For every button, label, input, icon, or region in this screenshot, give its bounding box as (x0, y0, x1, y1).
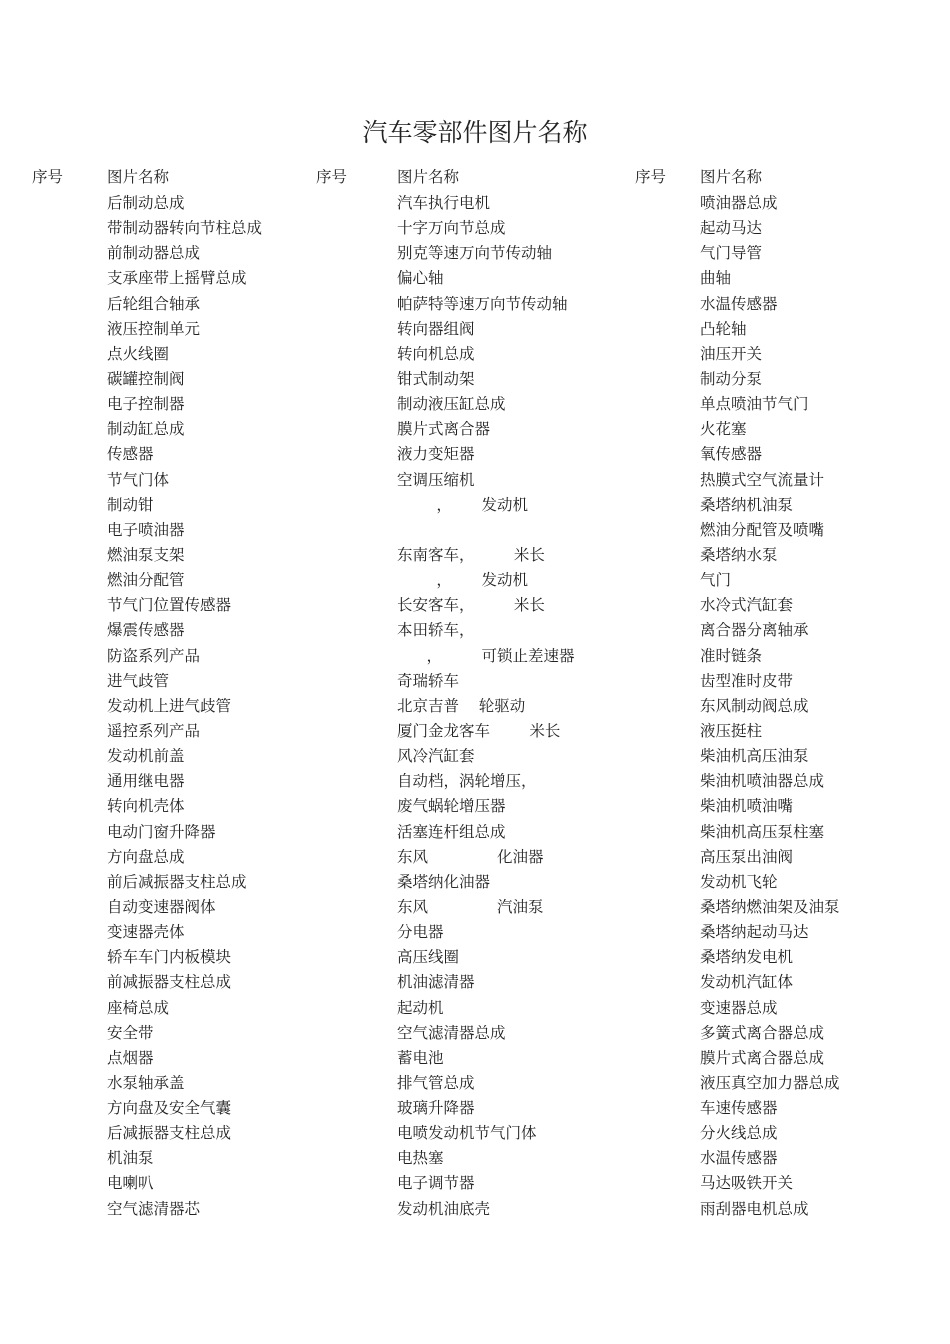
part-name: 活塞连杆组总成 (397, 822, 506, 841)
part-name: 油压开关 (700, 344, 763, 363)
part-name: 电动门窗升降器 (107, 822, 216, 841)
part-name: 水泵轴承盖 (107, 1073, 185, 1092)
part-name: 爆震传感器 (107, 621, 185, 640)
part-name: 氧传感器 (700, 445, 763, 464)
header-name-1: 图片名称 (107, 168, 170, 186)
part-name: ， 发动机 (397, 495, 528, 514)
part-name: 空调压缩机 (397, 470, 475, 489)
part-name: 制动缸总成 (107, 420, 185, 439)
part-name: 方向盘及安全气囊 (107, 1099, 232, 1118)
part-name: 高压线圈 (397, 948, 460, 967)
part-name: 点火线圈 (107, 344, 170, 363)
part-name: 遥控系列产品 (107, 721, 201, 740)
part-name: 风冷汽缸套 (397, 747, 475, 766)
part-name: 水温传感器 (700, 294, 778, 313)
part-name: 带制动器转向节柱总成 (107, 219, 263, 238)
part-name: 液压控制单元 (107, 319, 201, 338)
part-name: 气门导管 (700, 244, 763, 263)
part-name: 电热塞 (397, 1149, 444, 1168)
part-name: 桑塔纳机油泵 (700, 495, 794, 514)
part-name: 长安客车， 米长 (397, 596, 545, 615)
part-name: 排气管总成 (397, 1073, 475, 1092)
part-name: 轿车车门内板模块 (107, 948, 232, 967)
page-title: 汽车零部件图片名称 (362, 118, 588, 147)
part-name: 北京吉普 轮驱动 (397, 696, 526, 715)
part-name: 发动机前盖 (107, 747, 185, 766)
part-name: 准时链条 (700, 646, 763, 665)
part-name: 制动钳 (107, 495, 154, 514)
header-number-1: 序号 (32, 168, 64, 186)
part-name: 桑塔纳水泵 (700, 545, 778, 564)
part-name: 气门 (700, 571, 732, 590)
part-name: 电喇叭 (107, 1174, 154, 1193)
part-list-column-1 (107, 191, 262, 1222)
part-name: 东南客车， 米长 (397, 545, 545, 564)
part-name: 火花塞 (700, 420, 747, 439)
part-name: ， 可锁止差速器 (397, 646, 575, 665)
part-name: 后制动总成 (107, 194, 185, 212)
part-list-column-3 (700, 191, 840, 1222)
part-name: 节气门位置传感器 (107, 596, 232, 615)
part-name: 厦门金龙客车 米长 (397, 721, 561, 740)
part-name: 喷油器总成 (700, 194, 778, 212)
part-name: 空气滤清器芯 (107, 1199, 201, 1218)
part-name: 电子调节器 (397, 1174, 475, 1193)
part-name: 桑塔纳化油器 (397, 872, 491, 891)
part-name: 前减振器支柱总成 (107, 973, 232, 992)
part-name: 多簧式离合器总成 (700, 1023, 825, 1042)
part-name: 别克等速万向节传动轴 (397, 244, 553, 263)
part-name: 废气蜗轮增压器 (397, 797, 506, 816)
part-name: 奇瑞轿车 (397, 671, 460, 690)
part-name: 转向机总成 (397, 344, 475, 363)
part-name: 发动机油底壳 (397, 1199, 491, 1218)
part-name: 后减振器支柱总成 (107, 1124, 232, 1143)
part-name: 节气门体 (107, 470, 170, 489)
part-name: 进气歧管 (107, 671, 170, 690)
part-name: 电子喷油器 (107, 520, 185, 539)
part-name: 发动机飞轮 (700, 872, 778, 891)
part-name: 曲轴 (700, 269, 732, 288)
part-name: 自动变速器阀体 (107, 897, 216, 916)
part-name: 水冷式汽缸套 (700, 596, 794, 615)
part-name: 座椅总成 (107, 998, 170, 1017)
part-name: 点烟器 (107, 1048, 154, 1067)
part-name: 帕萨特等速万向节传动轴 (397, 294, 568, 313)
part-name: 蓄电池 (397, 1048, 444, 1067)
part-name: 东风 汽油泵 (397, 897, 544, 916)
header-name-3: 图片名称 (700, 168, 763, 186)
part-name: 碳罐控制阀 (107, 369, 185, 388)
part-name: 桑塔纳发电机 (700, 948, 794, 967)
part-name: 转向机壳体 (107, 797, 185, 816)
part-name: 燃油分配管及喷嘴 (700, 520, 825, 539)
part-name: 前制动器总成 (107, 244, 201, 263)
header-number-3: 序号 (635, 168, 667, 186)
part-name (397, 518, 574, 543)
part-name: 柴油机高压泵柱塞 (700, 822, 825, 841)
part-name: 变速器壳体 (107, 923, 185, 942)
part-name: 单点喷油节气门 (700, 395, 809, 414)
part-name: 柴油机喷油嘴 (700, 797, 794, 816)
part-name: 雨刮器电机总成 (700, 1199, 809, 1218)
part-name: 膜片式离合器总成 (700, 1048, 825, 1067)
part-name: 分火线总成 (700, 1124, 778, 1143)
part-name: 燃油泵支架 (107, 545, 185, 564)
part-name: 前后减振器支柱总成 (107, 872, 247, 891)
part-name: 车速传感器 (700, 1099, 778, 1118)
part-name: 后轮组合轴承 (107, 294, 201, 313)
part-name: 桑塔纳燃油架及油泵 (700, 897, 840, 916)
part-name: 十字万向节总成 (397, 219, 506, 238)
part-name: 水温传感器 (700, 1149, 778, 1168)
part-name: 柴油机高压油泵 (700, 747, 809, 766)
part-name: 东风制动阀总成 (700, 696, 809, 715)
header-name-2: 图片名称 (397, 168, 460, 186)
part-name: 液力变矩器 (397, 445, 475, 464)
part-name: 燃油分配管 (107, 571, 185, 590)
part-name: 防盗系列产品 (107, 646, 201, 665)
part-name: 支承座带上摇臂总成 (107, 269, 247, 288)
part-name: 钳式制动架 (397, 369, 475, 388)
part-name: 齿型准时皮带 (700, 671, 794, 690)
part-name: 热膜式空气流量计 (700, 470, 825, 489)
part-name: 液压挺柱 (700, 721, 763, 740)
part-name: 汽车执行电机 (397, 194, 491, 212)
part-name: 柴油机喷油器总成 (700, 772, 825, 791)
part-name: 发动机上进气歧管 (107, 696, 232, 715)
part-name: 方向盘总成 (107, 847, 185, 866)
part-name: 凸轮轴 (700, 319, 747, 338)
part-name: ， 发动机 (397, 571, 528, 590)
part-name: 桑塔纳起动马达 (700, 923, 809, 942)
part-name: 机油泵 (107, 1149, 154, 1168)
part-name: 传感器 (107, 445, 154, 464)
part-name: 高压泵出油阀 (700, 847, 794, 866)
part-name: 安全带 (107, 1023, 154, 1042)
part-name: 转向器组阀 (397, 319, 475, 338)
part-name: 液压真空加力器总成 (700, 1073, 840, 1092)
part-name: 自动档，涡轮增压， (397, 772, 537, 791)
part-name: 东风 化油器 (397, 847, 544, 866)
part-name: 制动分泵 (700, 369, 763, 388)
part-name: 空气滤清器总成 (397, 1023, 506, 1042)
part-name: 电喷发动机节气门体 (397, 1124, 537, 1143)
part-name: 玻璃升降器 (397, 1099, 475, 1118)
part-name: 马达吸铁开关 (700, 1174, 794, 1193)
part-name: 电子控制器 (107, 395, 185, 414)
part-name: 离合器分离轴承 (700, 621, 809, 640)
part-name: 起动机 (397, 998, 444, 1017)
part-name: 发动机汽缸体 (700, 973, 794, 992)
part-name: 膜片式离合器 (397, 420, 491, 439)
part-list-column-2 (397, 191, 574, 1222)
part-name: 通用继电器 (107, 772, 185, 791)
part-name: 偏心轴 (397, 269, 444, 288)
part-name: 分电器 (397, 923, 444, 942)
part-name: 本田轿车， (397, 621, 475, 640)
header-number-2: 序号 (316, 168, 348, 186)
part-name: 机油滤清器 (397, 973, 475, 992)
part-name: 变速器总成 (700, 998, 778, 1017)
part-name: 制动液压缸总成 (397, 395, 506, 414)
part-name: 起动马达 (700, 219, 763, 238)
